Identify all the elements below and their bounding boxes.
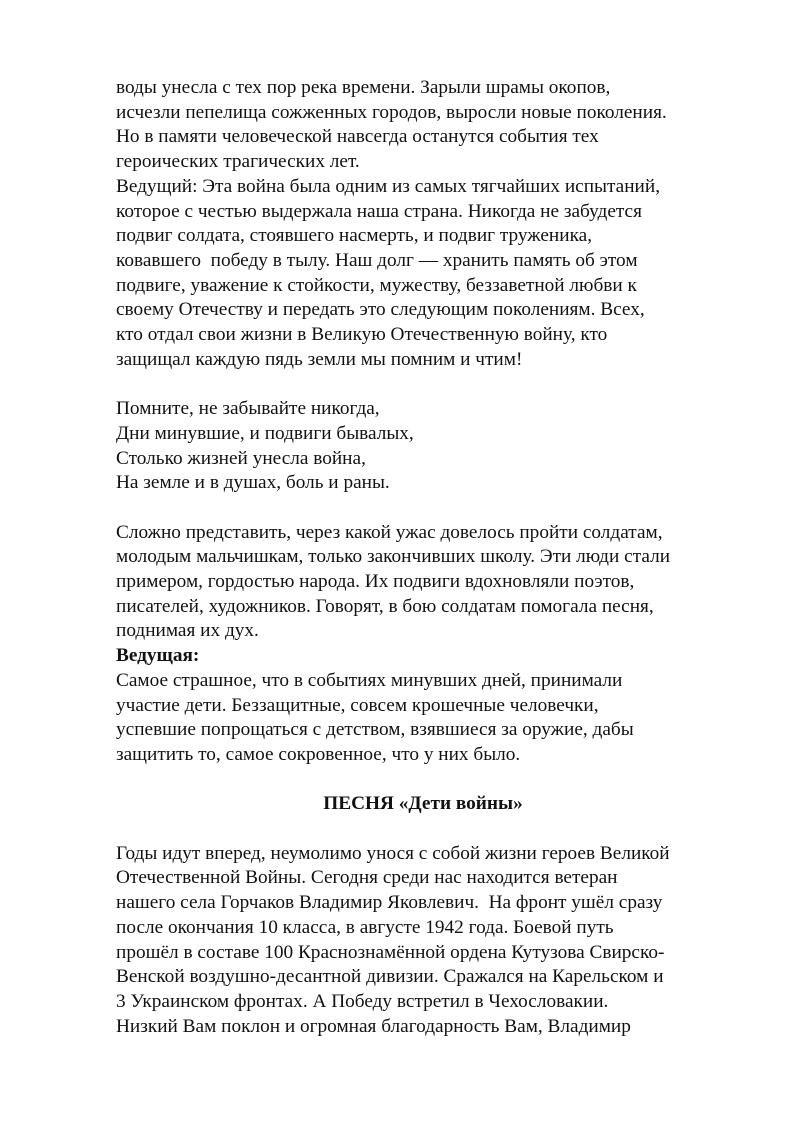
text-line: после окончания 10 класса, в августе 1942 года. Боевой путь bbox=[116, 916, 614, 938]
text-line: успевшие попрощаться с детством, взявшиеся за оружие, дабы bbox=[116, 719, 634, 741]
text-line: Отечественной Войны. Сегодня среди нас находится ветеран bbox=[116, 867, 618, 889]
text-line: участие дети. Беззащитные, совсем крошечные человечки, bbox=[116, 694, 599, 716]
text-line: своему Отечеству и передать это следующим поколениям. Всех, bbox=[116, 299, 645, 321]
text-line: Годы идут вперед, неумолимо унося с собой жизни героев Великой bbox=[116, 842, 670, 864]
text-line: Венской воздушно-десантной дивизии. Сражался на Карельском и bbox=[116, 966, 664, 988]
text-line: писателей, художников. Говорят, в бою солдатам помогала песня, bbox=[116, 595, 654, 617]
song-title: ПЕСНЯ «Дети войны» bbox=[323, 793, 523, 815]
blank-line bbox=[116, 817, 776, 842]
poem-line: Дни минувшие, и подвиги бывалых, bbox=[116, 422, 414, 444]
paragraph-5 bbox=[116, 842, 776, 1040]
blank-line bbox=[116, 372, 776, 397]
paragraph-3 bbox=[116, 521, 776, 645]
text-line: нашего села Горчаков Владимир Яковлевич. На фронт ушёл сразу bbox=[116, 892, 663, 914]
text-line: исчезли пепелища сожженных городов, выросли новые поколения. bbox=[116, 101, 667, 123]
text-line: Сложно представить, через какой ужас довелось пройти солдатам, bbox=[116, 521, 663, 543]
text-line: Но в памяти человеческой навсегда останутся события тех bbox=[116, 126, 599, 148]
paragraph-1 bbox=[116, 76, 776, 175]
text-line: поднимая их дух. bbox=[116, 620, 259, 642]
text-line: 3 Украинском фронтах. А Победу встретил в Чехословакии. bbox=[116, 990, 609, 1012]
poem-line: На земле и в душах, боль и раны. bbox=[116, 472, 390, 494]
text-line: защищал каждую пядь земли мы помним и чтим! bbox=[116, 348, 523, 370]
text-line: Самое страшное, что в событиях минувших дней, принимали bbox=[116, 669, 623, 691]
speaker-heading: Ведущая: bbox=[116, 645, 200, 667]
text-line: молодым мальчишкам, только закончивших школу. Эти люди стали bbox=[116, 546, 671, 568]
paragraph-4 bbox=[116, 669, 776, 768]
blank-line bbox=[116, 496, 776, 521]
poem-line: Столько жизней унесла война, bbox=[116, 447, 366, 469]
text-line: подвиг солдата, стоявшего насмерть, и подвиг труженика, bbox=[116, 225, 593, 247]
poem-stanza bbox=[116, 397, 776, 496]
text-line: которое с честью выдержала наша страна. Никогда не забудется bbox=[116, 200, 642, 222]
document-page bbox=[116, 76, 776, 1039]
text-line: Ведущий: Эта война была одним из самых тягчайших испытаний, bbox=[116, 175, 661, 197]
text-line: кто отдал свои жизни в Великую Отечественную войну, кто bbox=[116, 324, 608, 346]
text-line: подвиге, уважение к стойкости, мужеству, беззаветной любви к bbox=[116, 274, 637, 296]
blank-line bbox=[116, 768, 776, 793]
poem-line: Помните, не забывайте никогда, bbox=[116, 398, 380, 420]
text-line: Низкий Вам поклон и огромная благодарность Вам, Владимир bbox=[116, 1015, 631, 1037]
text-line: героических трагических лет. bbox=[116, 151, 360, 173]
text-line: ковавшего победу в тылу. Наш долг — хранить память об этом bbox=[116, 249, 638, 271]
text-line: воды унесла с тех пор река времени. Зарыли шрамы окопов, bbox=[116, 77, 611, 98]
text-line: примером, гордостью народа. Их подвиги вдохновляли поэтов, bbox=[116, 571, 635, 593]
text-line: защитить то, самое сокровенное, что у них было. bbox=[116, 743, 521, 765]
paragraph-2 bbox=[116, 175, 776, 373]
text-line: прошёл в составе 100 Краснознамённой ордена Кутузова Свирско- bbox=[116, 941, 665, 963]
